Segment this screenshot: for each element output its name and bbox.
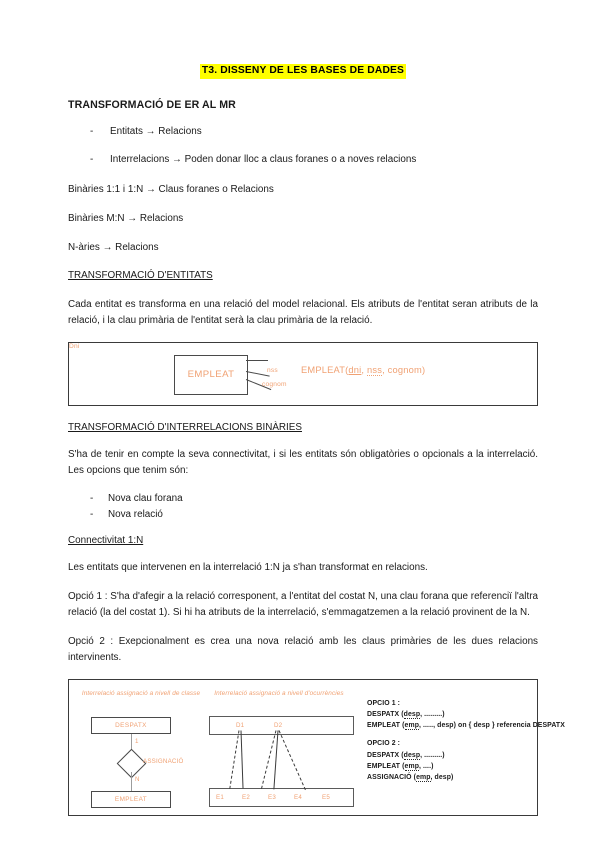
opcio2-header: OPCIO 2 : — [367, 740, 401, 748]
opcio2-assignacio-name: ASSIGNACIÓ ( — [367, 773, 417, 781]
occurrence-e2: E2 — [242, 793, 250, 801]
title-container — [68, 60, 538, 79]
er-entity-empleat — [174, 355, 248, 395]
heading-transformacio-interrelacions: TRANSFORMACIÓ D'INTERRELACIONS BINÀRIES — [68, 421, 302, 433]
text-binaries-1n: Binàries 1:1 i 1:N → Claus foranes o Relacions — [68, 183, 274, 195]
opcio2-assignacio-pk: emp — [416, 773, 431, 781]
mapping-line-d2-e5 — [279, 730, 306, 790]
relational-notation-empleat — [301, 365, 425, 375]
relation-name: EMPLEAT — [301, 364, 346, 375]
relation-primary-key: dni — [348, 364, 362, 375]
opcio2-despatx-name: DESPATX ( — [367, 751, 404, 759]
list-item-label: Nova clau forana — [108, 492, 183, 504]
page-title: T3. DISSENY DE LES BASES DE DADES — [200, 64, 406, 79]
opcio1-despatx-name: DESPATX ( — [367, 710, 404, 718]
opcio2-despatx-pk: desp — [403, 751, 421, 759]
relation-attribute-cognom: cognom — [387, 364, 422, 375]
opcio1-empleat-pk: emp — [404, 722, 419, 730]
er-entity-label: EMPLEAT — [187, 369, 235, 381]
relation-separator: , — [361, 364, 367, 375]
opcio1-despatx-rest: , .........) — [420, 710, 445, 718]
figure-caption-left: Interrelació assignació a nivell de classe — [81, 689, 201, 697]
dash-marker: - — [90, 492, 94, 504]
attribute-nss: nss — [267, 366, 278, 374]
relation-close-paren: ) — [421, 364, 426, 375]
opcio1-header: OPCIO 1 : — [367, 699, 401, 707]
mapping-line-d1-e1 — [229, 730, 239, 788]
er-connector-bottom — [131, 772, 132, 791]
spacer — [367, 731, 565, 738]
opcio1-empleat-rest: , ....., desp) on { desp } referencia DESPATX — [419, 722, 565, 730]
er-cardinality-n: N — [135, 775, 140, 783]
text-binaries-mn: Binàries M:N → Relacions — [68, 212, 184, 224]
figure-interrelacio-1n — [68, 679, 565, 816]
er-entity-despatx-label: DESPATX — [115, 721, 147, 729]
list-item — [68, 508, 538, 522]
list-item — [68, 125, 538, 139]
bullet-list-opcions — [68, 492, 538, 523]
relation-separator: , — [382, 364, 388, 375]
er-cardinality-1: 1 — [135, 737, 139, 745]
opcio2-empleat-rest: , ....) — [419, 762, 434, 770]
list-item-label: Nova relació — [108, 509, 163, 521]
occurrence-e4: E4 — [294, 793, 302, 801]
list-item — [68, 153, 538, 167]
er-entity-despatx — [91, 717, 171, 734]
dash-marker: - — [90, 509, 94, 521]
opcio2-despatx-rest: , .........) — [420, 751, 445, 759]
list-item-label: Entitats → Relacions — [110, 125, 202, 137]
opcio2-empleat-name: EMPLEAT ( — [367, 762, 405, 770]
attribute-dni: Dni — [69, 342, 80, 350]
paragraph-connectivitat: Les entitats que intervenen en la interrelació 1:N ja s'han transformat en relacions. — [68, 561, 428, 573]
dash-marker: - — [90, 125, 94, 137]
list-item — [68, 492, 538, 506]
er-relationship-label: ASSIGNACIÓ — [143, 757, 184, 765]
opcio2-assignacio-rest: , desp) — [430, 773, 454, 781]
mapping-line-d1-e2 — [241, 730, 244, 788]
relation-attribute-nss: nss — [367, 364, 383, 375]
attribute-leader-line — [246, 360, 268, 361]
dash-marker: - — [90, 154, 94, 166]
occurrence-e3: E3 — [268, 793, 276, 801]
paragraph-opcio1: Opció 1 : S'ha d'afegir a la relació corresponent, a l'entitat del costat N, una clau forana que referenciï l'altra relació (la del costat 1). Si hi ha atributs de la interrelació, s'emmagatzemen a la relació provinent de la N. — [68, 590, 538, 618]
attribute-cognom: cognom — [262, 380, 287, 388]
paragraph-entitats: Cada entitat es transforma en una relació del model relacional. Els atributs de l'entitat seran atributs de la relació, i la clau primària de l'entitat serà la clau primària de la relació. — [68, 298, 538, 326]
heading-connectivitat: Connectivitat 1:N — [68, 534, 144, 546]
list-item-label: Interrelacions → Poden donar lloc a claus foranes o a noves relacions — [110, 154, 417, 166]
relation-open-paren: ( — [345, 364, 349, 375]
bullet-list-transformacio — [68, 125, 538, 168]
paragraph-opcio2: Opció 2 : Exepcionalment es crea una nova relació amb les claus primàries de les dues relacions intervinents. — [68, 635, 538, 663]
occurrence-e5: E5 — [322, 793, 330, 801]
opcio1-despatx-pk: desp — [403, 710, 421, 718]
er-entity-empleat-label: EMPLEAT — [114, 795, 148, 803]
opcio1-empleat-name: EMPLEAT ( — [367, 722, 405, 730]
opcio2-empleat-pk: emp — [404, 762, 419, 770]
text-n-aries: N-àries → Relacions — [68, 242, 159, 254]
occurrence-d2: D2 — [274, 721, 283, 729]
heading-transformacio-entitats: TRANSFORMACIÓ D'ENTITATS — [68, 269, 213, 281]
options-text-block — [367, 698, 565, 783]
section-heading-transformacio: TRANSFORMACIÓ DE ER AL MR — [68, 98, 236, 111]
paragraph-interrelacions: S'ha de tenir en compte la seva connectivitat, i si les entitats són obligatòries o opcionals a la interrelació. Les opcions que tenim són: — [68, 448, 538, 476]
er-entity-empleat — [91, 791, 171, 808]
occurrence-e1: E1 — [216, 793, 224, 801]
occurrence-d1: D1 — [236, 721, 245, 729]
figure-caption-right: Interrelació assignació a nivell d'ocurrències — [214, 689, 344, 697]
figure-entitat-empleat — [68, 342, 538, 406]
occurrence-set-empleat — [209, 788, 354, 807]
